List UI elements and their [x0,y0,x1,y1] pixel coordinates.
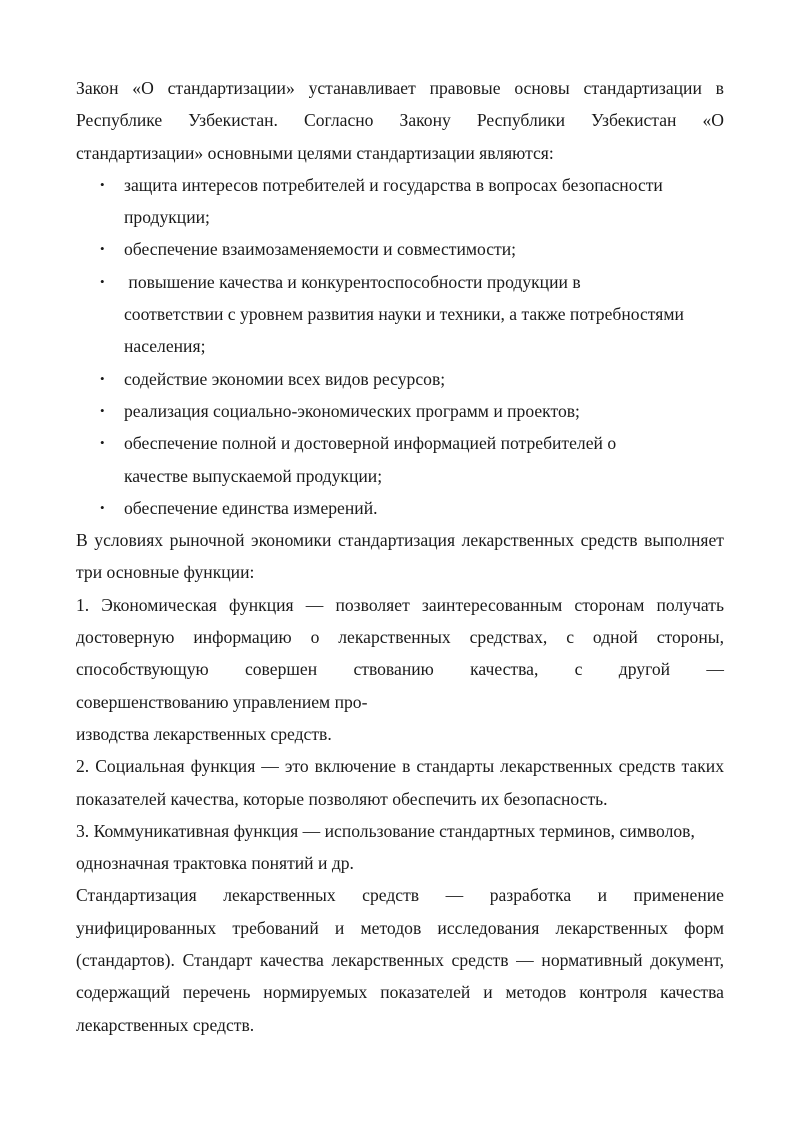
bullet-icon: • [100,273,105,289]
bullet-icon: • [100,435,105,451]
list-item [76,492,684,524]
list-item-text: обеспечение взаимозаменяемости и совместимости; [124,239,517,260]
list-item [76,427,684,492]
list-item-text: обеспечение полной и достоверной информацией потребителей о качестве выпускаемой продукции; [124,433,617,486]
bullet-icon: • [100,402,105,418]
intro-paragraph: Закон «О стандартизации» устанавливает правовые основы стандартизации в Республике Узбекистан. Согласно Закону Республики Узбекистан «О стандартизации» основными целями стандартизации являются: [76,78,724,163]
list-item-text: содействие экономии всех видов ресурсов; [124,368,446,389]
function-1-paragraph: 1. Экономическая функция — позволяет заинтересованным сторонам получать достоверную информацию о лекарственных средствах, с одной стороны, способствующую совершен ствованию качества, с другой — [76,594,724,680]
market-paragraph: В условиях рыночной экономики стандартизация лекарственных средств выполняет три основные функции: [76,530,724,583]
list-item-text: повышение качества и конкурентоспособности продукции в соответствии с уровнем развития науки и техники, а также потребностями населения; [124,271,689,357]
list-item [76,266,689,363]
list-item-text: реализация социально-экономических программ и проектов; [124,400,580,421]
bullet-icon: • [100,499,105,515]
bullet-icon: • [100,370,105,386]
function-1-continuation: совершенствованию управлением про- изводства лекарственных средств. [76,691,368,744]
goals-list [76,169,724,524]
list-item [76,169,684,234]
definition-paragraph: Стандартизация лекарственных средств — разработка и применение унифицированных требований и методов исследования лекарственных форм (стандартов). Стандарт качества лекарственных средств — нормативный документ, содержащий перечень нормируемых показателей и методов контроля качества лекарственных средств. [76,885,724,1035]
bullet-icon: • [100,176,105,192]
bullet-icon: • [100,241,105,257]
list-item-text: обеспечение единства измерений. [124,497,378,518]
list-item-text: защита интересов потребителей и государства в вопросах безопасности продукции; [124,174,663,228]
list-item [76,395,684,427]
list-item [76,233,684,265]
document-body [76,72,724,1041]
function-2-paragraph: 2. Социальная функция — это включение в стандарты лекарственных средств таких показателей качества, которые позволяют обеспечить их безопасность. [76,756,724,809]
function-3-paragraph: 3. Коммуникативная функция — использование стандартных терминов, символов, однозначная трактовка понятий и др. [76,820,695,874]
list-item [76,363,684,395]
